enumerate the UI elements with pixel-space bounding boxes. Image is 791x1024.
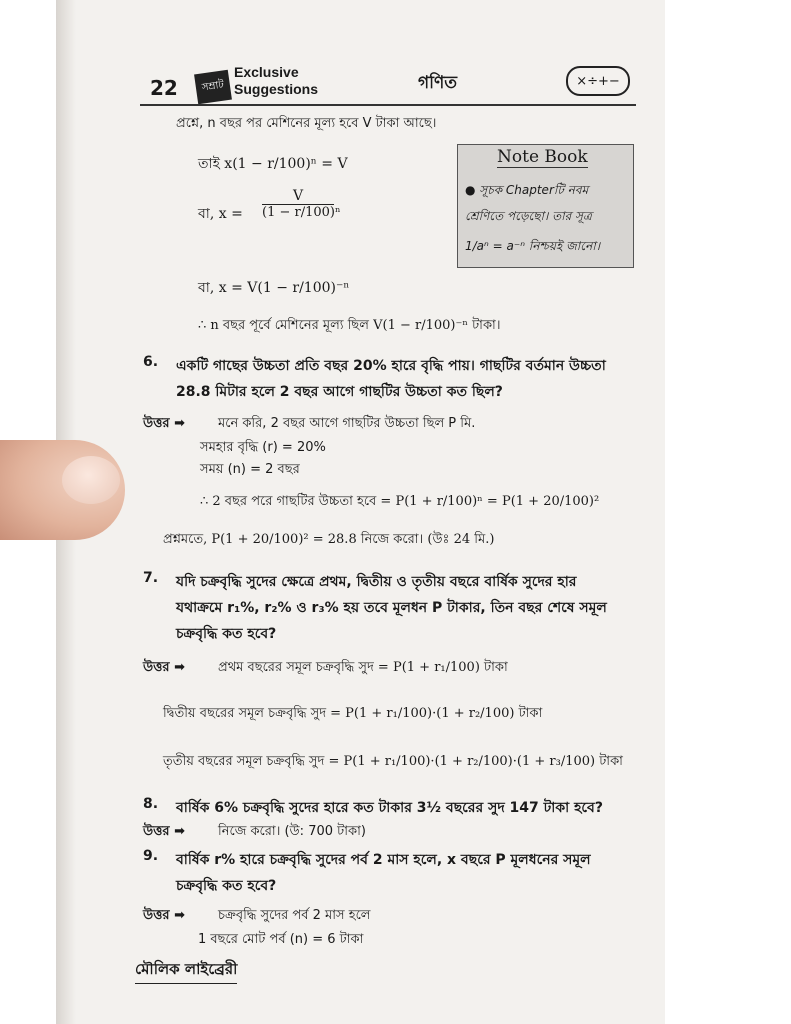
note-line-1: ● সূচক Chapterটি নবম [465,183,589,197]
answer-6-line-3: সময় (n) = 2 বছর [200,462,300,477]
answer-9-label: উত্তর ➡ [143,908,185,923]
question-6-number: 6. [143,354,159,370]
note-line-2: শ্রেণিতে পড়েছো। তার সূত্র [465,209,592,223]
answer-6-line-1: মনে করি, 2 বছর আগে গাছটির উচ্চতা ছিল P মি. [218,416,476,431]
intro-line: প্রশ্নে, n বছর পর মেশিনের মূল্য হবে V টাকা আছে। [176,116,437,131]
math-operators-icon: ×÷+− [566,66,630,96]
header-divider [140,104,636,106]
equation-2-fraction [262,188,341,220]
page-number: 22 [150,76,178,100]
equation-2-numerator: V [262,188,334,205]
fingernail [62,456,120,504]
note-title: Note Book [497,147,588,167]
brand-line-2: Suggestions [234,81,319,97]
answer-8-label: উত্তর ➡ [143,824,185,839]
answer-9-line-1: চক্রবৃদ্ধি সুদের পর্ব 2 মাস হলে [218,908,371,923]
question-9-line-1: বার্ষিক r% হারে চক্রবৃদ্ধি সুদের পর্ব 2 মাস হলে, x বছরে P মূলধনের সমূল [176,852,591,868]
brand-title [234,64,318,98]
publisher-footer: মৌলিক লাইব্রেরী [135,958,237,984]
equation-3: বা, x = V(1 − r/100)⁻ⁿ [198,280,350,296]
question-7-line-2: যথাক্রমে r₁%, r₂% ও r₃% হয় তবে মূলধন P টাকার, তিন বছর শেষে সমূল [176,600,607,616]
intro-conclusion: ∴ n বছর পূর্বে মেশিনের মূল্য ছিল V(1 − r/100)⁻ⁿ টাকা। [198,318,501,333]
question-8-number: 8. [143,796,159,812]
answer-6-line-2: সমহার বৃদ্ধি (r) = 20% [200,440,326,455]
answer-6-line-5: প্রশ্নমতে, P(1 + 20/100)² = 28.8 নিজে করো। (উঃ 24 মি.) [163,532,495,547]
equation-2-denominator: (1 − r/100)ⁿ [262,205,341,220]
question-6-line-1: একটি গাছের উচ্চতা প্রতি বছর 20% হারে বৃদ্ধি পায়। গাছটির বর্তমান উচ্চতা [176,358,606,374]
subject-title: গণিত [418,73,458,93]
brand-logo: সম্রাট [194,70,232,104]
answer-9-line-2: 1 বছরে মোট পর্ব (n) = 6 টাকা [198,932,364,947]
answer-7-label: উত্তর ➡ [143,660,185,675]
question-6-line-2: 28.8 মিটার হলে 2 বছর আগে গাছটির উচ্চতা কত ছিল? [176,384,503,400]
answer-6-line-4: ∴ 2 বছর পরে গাছটির উচ্চতা হবে = P(1 + r/100)ⁿ = P(1 + 20/100)² [200,494,600,509]
question-8-line-1: বার্ষিক 6% চক্রবৃদ্ধি সুদের হারে কত টাকার 3½ বছরের সুদ 147 টাকা হবে? [176,800,603,816]
question-9-line-2: চক্রবৃদ্ধি কত হবে? [176,878,277,894]
question-7-line-3: চক্রবৃদ্ধি কত হবে? [176,626,277,642]
equation-2-prefix: বা, x = [198,206,243,222]
question-9-number: 9. [143,848,159,864]
equation-1: তাই x(1 − r/100)ⁿ = V [198,156,348,172]
brand-line-1: Exclusive [234,64,299,80]
note-line-3: 1/aⁿ = a⁻ⁿ নিশ্চয়ই জানো। [465,239,601,253]
answer-7-line-3: তৃতীয় বছরের সমূল চক্রবৃদ্ধি সুদ = P(1 + r₁/100)·(1 + r₂/100)·(1 + r₃/100) টাকা [163,754,623,769]
answer-8-line-1: নিজে করো। (উ: 700 টাকা) [218,824,366,839]
question-7-line-1: যদি চক্রবৃদ্ধি সুদের ক্ষেত্রে প্রথম, দ্বিতীয় ও তৃতীয় বছরে বার্ষিক সুদের হার [176,574,577,590]
answer-6-label: উত্তর ➡ [143,416,185,431]
question-7-number: 7. [143,570,159,586]
answer-7-line-1: প্রথম বছরের সমূল চক্রবৃদ্ধি সুদ = P(1 + r₁/100) টাকা [218,660,508,675]
answer-7-line-2: দ্বিতীয় বছরের সমূল চক্রবৃদ্ধি সুদ = P(1 + r₁/100)·(1 + r₂/100) টাকা [163,706,543,721]
